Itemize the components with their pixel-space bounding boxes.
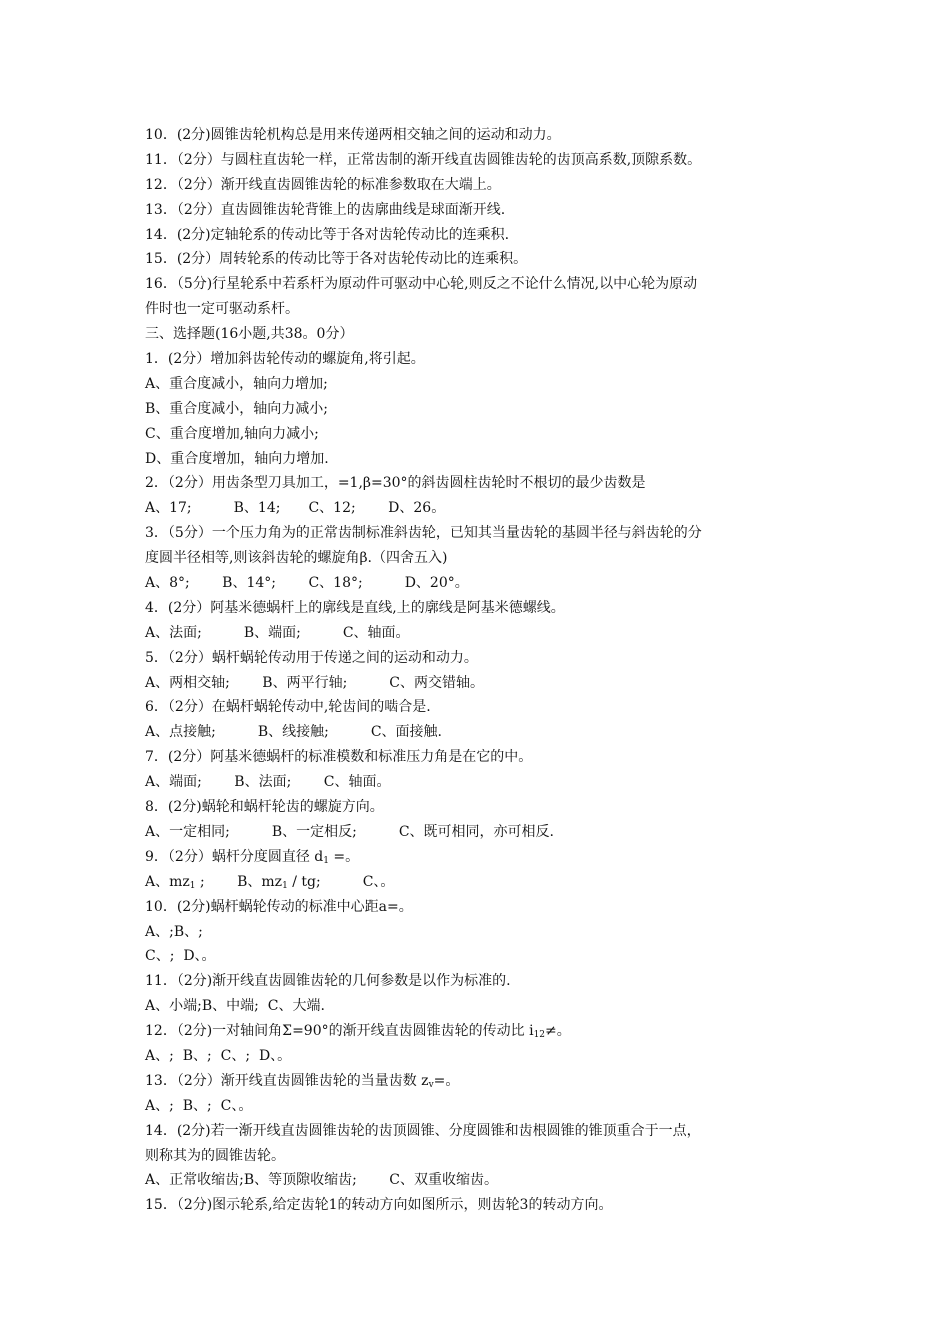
text-span: 13．（2分）渐开线直齿圆锥齿轮的当量齿数: [145, 1072, 417, 1089]
option-line: A、重合度减小，轴向力增加;: [145, 375, 328, 392]
text-line: 11．（2分）与圆柱直齿轮一样，正常齿制的渐开线直齿圆锥齿轮的齿顶高系数,顶隙系数。: [145, 151, 702, 168]
text-line: 10．(2分)圆锥齿轮机构总是用来传递两相交轴之间的运动和动力。: [145, 127, 561, 143]
question-14: 14．(2分)若一渐开线直齿圆锥齿轮的齿顶圆锥、分度圆锥和齿根圆锥的锥顶重合于一点，: [145, 1122, 701, 1139]
question-10: 10．(2分)蜗杆蜗轮传动的标准中心距a=。: [145, 898, 413, 915]
subscript: v: [428, 1079, 434, 1090]
text-line: 12．（2分）渐开线直齿圆锥齿轮的标准参数取在大端上。: [145, 176, 501, 193]
text-span: A、mz: [145, 873, 190, 890]
section-heading: 三、选择题(16小题,共38。0分）: [145, 326, 354, 343]
text-span: ≠。: [545, 1023, 571, 1040]
text-span: ; B、mz: [195, 873, 283, 890]
option-line: A、端面; B、法面; C、轴面。: [145, 774, 391, 791]
option-line: A、法面; B、端面; C、轴面。: [145, 624, 410, 641]
question-7: 7．(2分）阿基米德蜗杆的标准模数和标准压力角是在它的中。: [145, 749, 533, 766]
question-12: [145, 1019, 825, 1044]
option-line: A、点接触; B、线接触; C、面接触.: [145, 724, 442, 741]
question-5: 5．（2分）蜗杆蜗轮传动用于传递之间的运动和动力。: [145, 649, 478, 666]
question-2: 2．（2分）用齿条型刀具加工，=1,β=30°的斜齿圆柱齿轮时不根切的最少齿数是: [145, 475, 646, 492]
question-15: 15．（2分)图示轮系,给定齿轮1的转动方向如图所示，则齿轮3的转动方向。: [145, 1197, 613, 1214]
question-9: [145, 845, 825, 870]
text-span: i: [524, 1023, 534, 1040]
option-line: C、重合度增加,轴向力减小;: [145, 425, 319, 442]
option-line: A、小端;B、中端; C、大端.: [145, 998, 325, 1015]
question-13: [145, 1069, 825, 1094]
question-4: 4．(2分）阿基米德蜗杆上的廓线是直线,上的廓线是阿基米德螺线。: [145, 599, 565, 616]
option-line: A、正常收缩齿;B、等顶隙收缩齿; C、双重收缩齿。: [145, 1172, 498, 1189]
text-span: =。: [328, 848, 360, 865]
text-span: / tg; C、。: [287, 873, 395, 890]
text-line: 件时也一定可驱动系杆。: [145, 301, 299, 318]
question-6: 6．（2分）在蜗杆蜗轮传动中,轮齿间的啮合是.: [145, 699, 431, 716]
option-line: B、重合度减小，轴向力减小;: [145, 400, 329, 417]
text-line: 则称其为的圆锥齿轮。: [145, 1147, 285, 1164]
question-1: 1．(2分）增加斜齿轮传动的螺旋角,将引起。: [145, 351, 425, 368]
subscript: 12: [533, 1030, 546, 1041]
option-line: [145, 870, 825, 895]
question-3: 3．（5分）一个压力角为的正常齿制标准斜齿轮，已知其当量齿轮的基圆半径与斜齿轮的分: [145, 525, 702, 542]
text-span: z: [416, 1072, 429, 1089]
text-span: d: [309, 848, 324, 865]
question-11: 11．（2分)渐开线直齿圆锥齿轮的几何参数是以作为标准的.: [145, 973, 511, 990]
question-8: 8．(2分)蜗轮和蜗杆轮齿的螺旋方向。: [145, 799, 384, 816]
subscript: 1: [323, 855, 329, 866]
option-line: A、17; B、14; C、12; D、26。: [145, 500, 446, 517]
text-line: 14．(2分)定轴轮系的传动比等于各对齿轮传动比的连乘积.: [145, 226, 510, 243]
text-span: =。: [433, 1072, 460, 1089]
text-line: 16．（5分)行星轮系中若系杆为原动件可驱动中心轮,则反之不论什么情况,以中心轮为原动: [145, 276, 698, 293]
option-line: A、两相交轴; B、两平行轴; C、两交错轴。: [145, 674, 484, 691]
option-line: A、; B、; C、。: [145, 1097, 253, 1114]
option-line: C、; D、。: [145, 948, 216, 965]
subscript: 1: [282, 880, 288, 891]
document-page: [145, 123, 825, 1218]
option-line: A、一定相同; B、一定相反; C、既可相同，亦可相反.: [145, 823, 554, 840]
subscript: 1: [189, 880, 196, 891]
option-line: A、; B、; C、; D、。: [145, 1047, 292, 1064]
option-line: D、重合度增加，轴向力增加.: [145, 450, 329, 467]
option-line: A、8°; B、14°; C、18°; D、20°。: [145, 575, 469, 592]
text-span: 12．（2分)一对轴间角Σ=90°的渐开线直齿圆锥齿轮的传动比: [145, 1023, 525, 1040]
text-line: 度圆半径相等,则该斜齿轮的螺旋角β.（四舍五入): [145, 550, 448, 567]
text-line: 13．（2分）直齿圆锥齿轮背锥上的齿廓曲线是球面渐开线.: [145, 201, 506, 218]
option-line: A、;B、;: [145, 923, 203, 940]
text-line: 15．(2分）周转轮系的传动比等于各对齿轮传动比的连乘积。: [145, 251, 528, 268]
text-span: 9．（2分）蜗杆分度圆直径: [145, 848, 310, 865]
